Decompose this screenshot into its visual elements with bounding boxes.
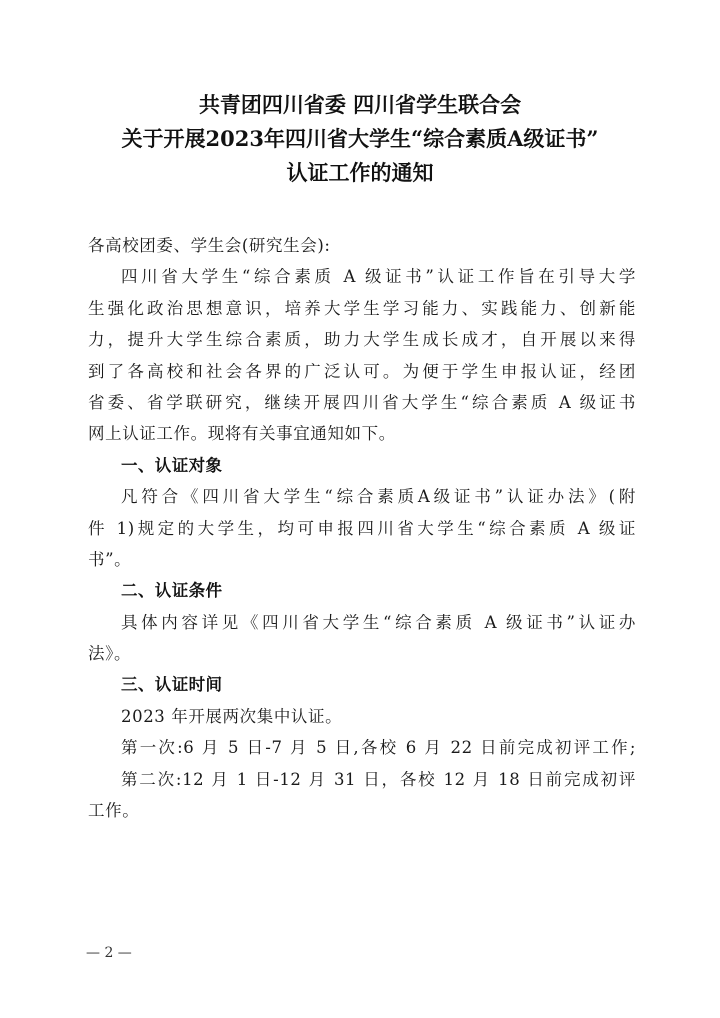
title-line-2: 关于开展2023年四川省大学生“综合素质A级证书” — [121, 126, 599, 151]
intro-line: 省委、省学联研究，继续开展四川省大学生“综合素质 A 级证书 — [88, 392, 636, 412]
intro-line: 生强化政治思想意识，培养大学生学习能力、实践能力、创新能 — [88, 298, 636, 318]
section-line: 凡符合《四川省大学生“综合素质A级证书”认证办法》(附 — [121, 487, 636, 507]
notice-body — [88, 230, 636, 826]
intro-line: 网上认证工作。现将有关事宜通知如下。 — [88, 424, 396, 444]
intro-line: 到了各高校和社会各界的广泛认可。为便于学生申报认证，经团 — [88, 361, 636, 381]
section-heading-targets: 一、认证对象 — [121, 455, 223, 475]
page-number: — 2 — — [86, 945, 132, 961]
section-line: 2023 年开展两次集中认证。 — [121, 706, 343, 726]
salutation: 各高校团委、学生会(研究生会): — [88, 236, 331, 255]
intro-line: 四川省大学生“综合素质 A 级证书”认证工作旨在引导大学 — [121, 267, 636, 287]
intro-line: 力，提升大学生综合素质，助力大学生成长成才，自开展以来得 — [88, 330, 636, 350]
section-line: 第一次:6 月 5 日-7 月 5 日,各校 6 月 22 日前完成初评工作; — [121, 738, 636, 758]
section-heading-conditions: 二、认证条件 — [121, 581, 223, 601]
section-line: 书”。 — [88, 549, 132, 569]
notice-title — [60, 88, 660, 190]
section-line: 件 1)规定的大学生，均可申报四川省大学生“综合素质 A 级证 — [88, 518, 636, 538]
title-line-3: 认证工作的通知 — [286, 160, 434, 185]
section-heading-time: 三、认证时间 — [121, 675, 223, 695]
section-line: 具体内容详见《四川省大学生“综合素质 A 级证书”认证办 — [121, 612, 636, 632]
section-line: 工作。 — [88, 801, 140, 821]
title-line-1: 共青团四川省委 四川省学生联合会 — [198, 92, 522, 117]
section-line: 第二次:12 月 1 日-12 月 31 日，各校 12 月 18 日前完成初评 — [121, 769, 636, 789]
section-line: 法》。 — [88, 644, 132, 664]
